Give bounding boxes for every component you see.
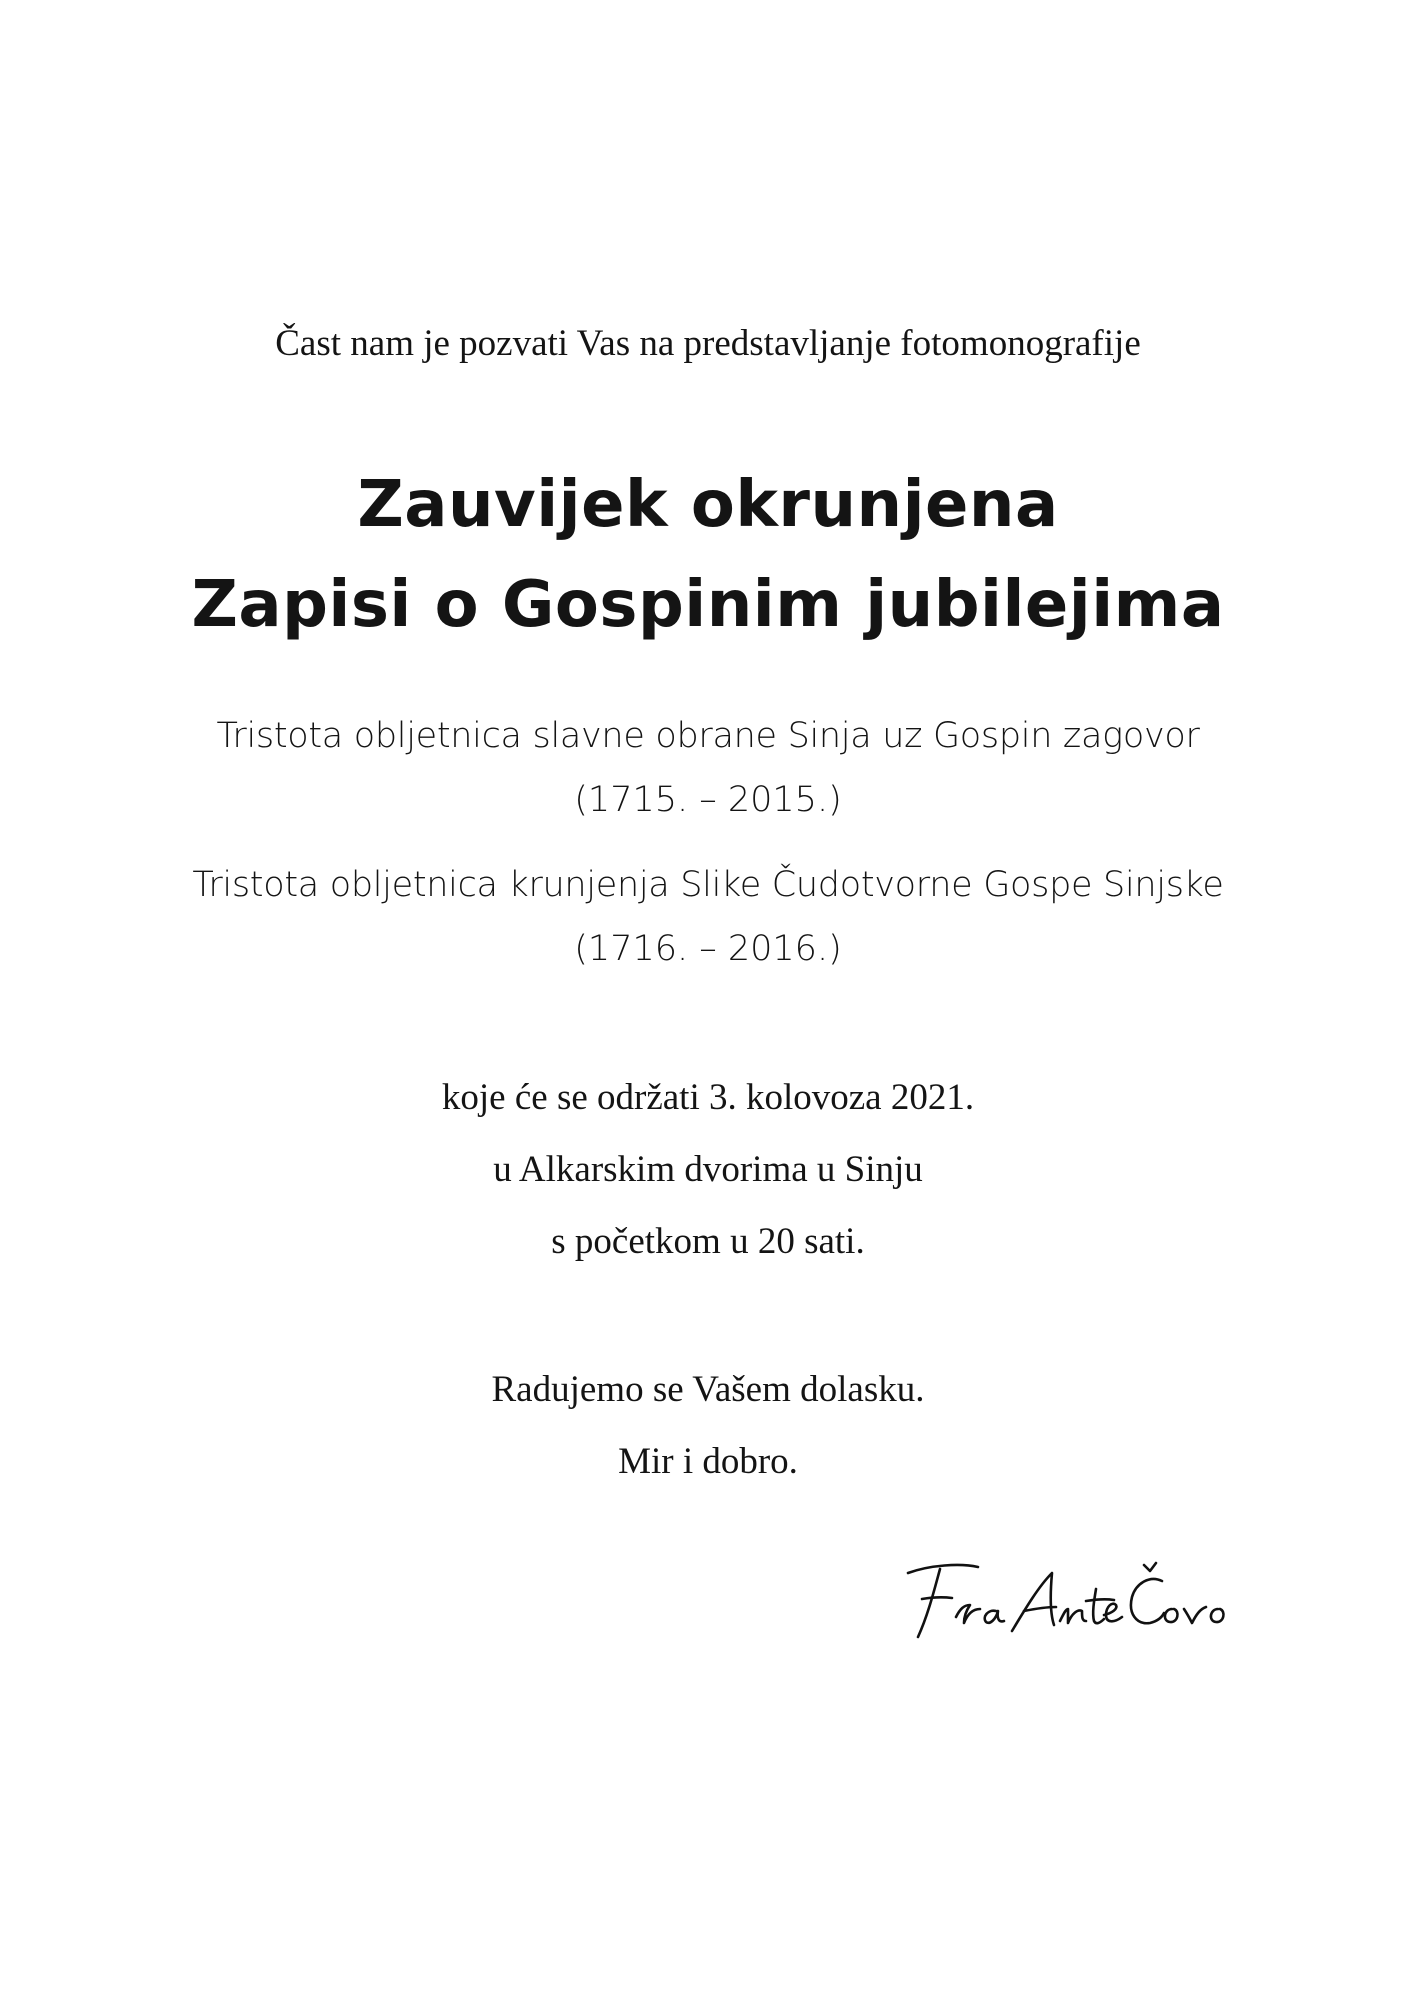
event-date: koje će se održati 3. kolovoza 2021. [441,1077,975,1118]
book-title: Zauvijek okrunjena [357,468,1059,542]
event-time: s početkom u 20 sati. [551,1221,865,1262]
intro-text: Čast nam je pozvati Vas na predstavljanje fotomonografije [275,323,1141,364]
book-subtitle: Zapisi o Gospinim jubilejima [191,568,1225,642]
closing-blessing: Mir i dobro. [618,1441,798,1482]
anniversary-defense-years: (1715. – 2015.) [574,780,842,820]
anniversary-defense-text: Tristota obljetnica slavne obrane Sinja uz Gospin zagovor [216,716,1200,756]
signature [900,1555,1240,1645]
closing-greeting: Radujemo se Vašem dolasku. [491,1369,925,1410]
event-place: u Alkarskim dvorima u Sinju [493,1149,923,1190]
anniversary-coronation-years: (1716. – 2016.) [574,929,842,969]
anniversary-coronation-text: Tristota obljetnica krunjenja Slike Čudotvorne Gospe Sinjske [192,865,1224,905]
